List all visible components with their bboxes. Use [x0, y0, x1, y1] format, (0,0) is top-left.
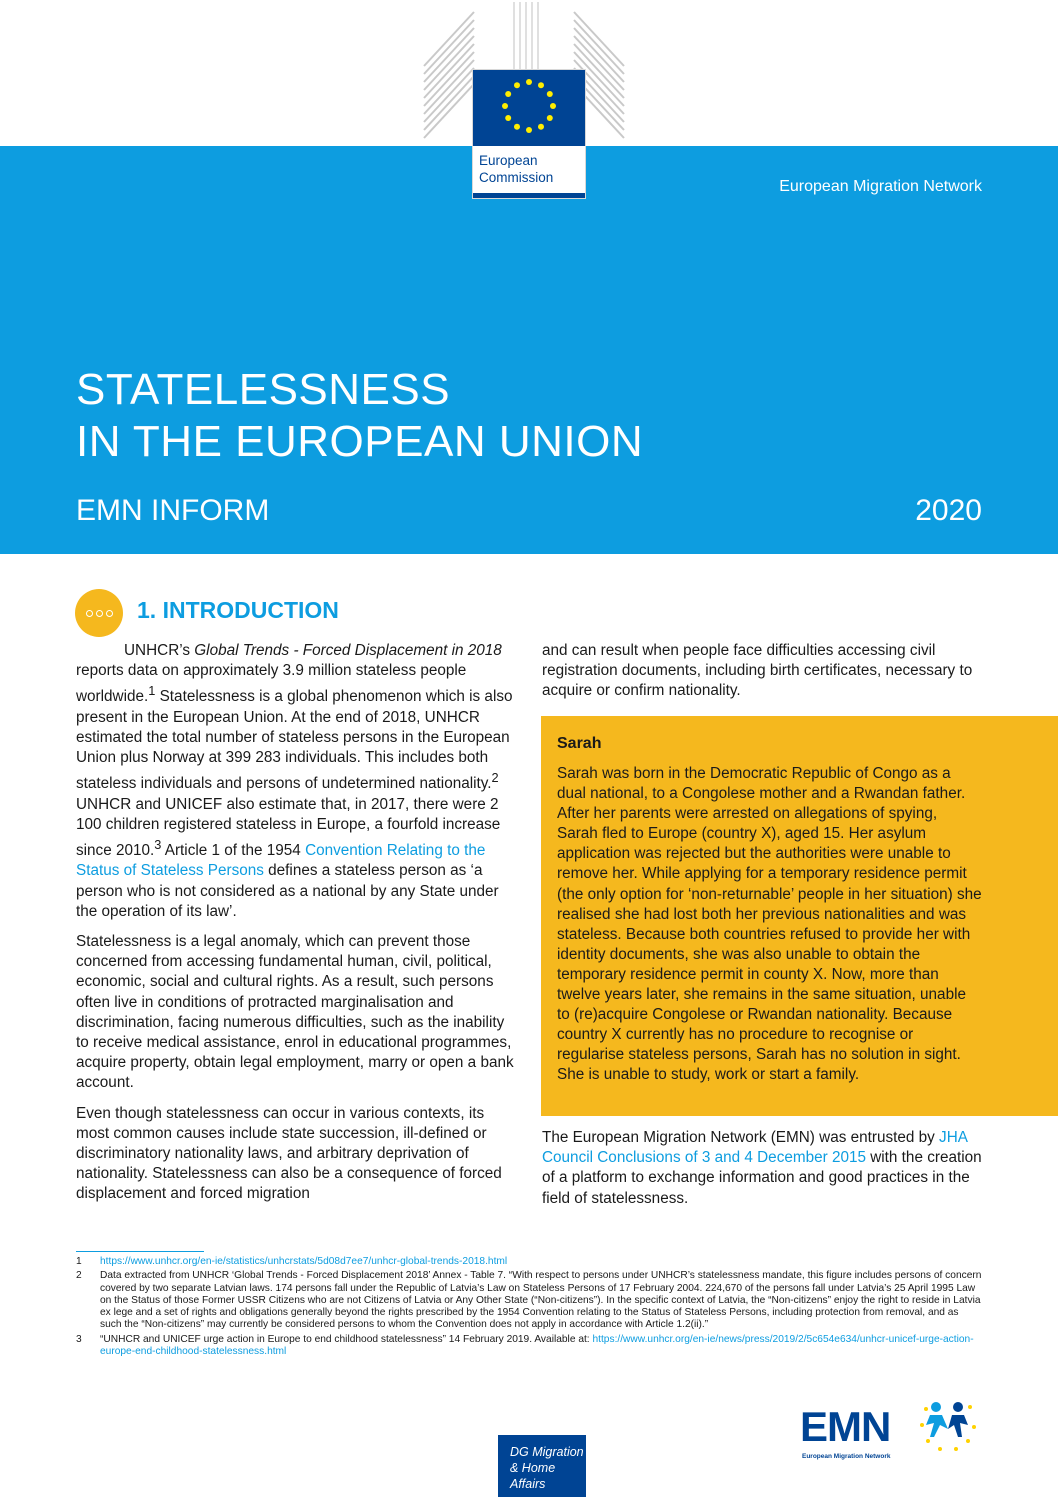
ellipsis-icon — [75, 589, 123, 637]
footnote-divider — [76, 1251, 204, 1252]
header-band — [0, 146, 1058, 554]
intro-paragraph-2: Statelessness is a legal anomaly, which can prevent those concerned from accessing fundamental human, civil, political, economic, social and cultural rights. As a result, such persons often live in conditions of protracted marginalisation and discrimination, facing numerous difficulties, such as the inability to receive medical assistance, enrol in educational programmes, acquire property, obtain legal employment, marry or open a bank account. — [76, 932, 514, 1092]
footnote-3-link[interactable]: https://www.unhcr.org/en-ie/news/press/2019/2/5c654e634/unhcr-unicef-urge-action-europe-end-childhood-statelessness.html — [100, 1333, 974, 1358]
footnote-ref[interactable]: 3 — [154, 837, 162, 853]
footnote-3: 3 “UNHCR and UNICEF urge action in Europe to end childhood statelessness” 14 February 2019. Available at: https://www.unhcr.org/en-ie/news/press/2019/2/5c654e634/unhcr-unicef-urge-action-europe-end-childhood-statelessness.html — [76, 1333, 974, 1358]
case-study-text: Sarah was born in the Democratic Republic of Congo as a dual national, to a Congolese mother and a Rwandan father. After her parents were arrested on allegations of spying, Sarah fled to Europe (country X), aged 15. Her asylum application was rejected but the authorities were unable to remove her. While applying for a temporary residence permit (the only option for ‘non-returnable’ people in her situation) she realised she had lost both her previous nationalities and was stateless. Because both countries refused to provide her with identity documents, she was also unable to obtain the temporary residence permit in county X. Now, more than twelve years later, she remains in the same situation, unable to (re)acquire Congolese or Rwandan nationality. Because country X currently has no procedure to recognise or regularise stateless persons, Sarah has no solution in sight. She is unable to study, work or start a family. — [557, 765, 982, 1084]
european-commission-logo — [473, 70, 585, 198]
footnote-1: 1 https://www.unhcr.org/en-ie/statistics/unhcrstats/5d08d7ee7/unhcr-global-trends-2018.html — [76, 1256, 508, 1267]
document-type: EMN INFORM — [76, 494, 270, 527]
footnote-2: 2 Data extracted from UNHCR ‘Global Trends - Forced Displacement 2018’ Annex - Table 7. “With respect to persons under UNHCR’s statelessness mandate, this figure includes persons of concern covered by two separate Latvian laws. 174 persons fall under the Republic of Latvia’s Law on Stateless Persons of 17 February 2004. 224,670 of the persons fall under Latvia’s 25 April 1995 Law on the Status of those Former USSR Citizens who are not Citizens of Latvia or Any Other State (“Non-citizens”). In the specific context of Latvia, the “Non-citizens” enjoy the right to reside in Latvia ex lege and a set of rights and obligations generally beyond the rights prescribed by the 1954 Convention relating to the Status of Stateless Persons, including protection from removal, and as such the “Non-citizens” may currently be considered persons to whom the Convention does not apply in accordance with Article 1.2(ii).” — [76, 1270, 982, 1331]
case-study-box — [541, 716, 1058, 1116]
footnote-1-link[interactable]: https://www.unhcr.org/en-ie/statistics/unhcrstats/5d08d7ee7/unhcr-global-trends-2018.html — [100, 1256, 508, 1267]
jha-council-link[interactable]: JHA Council Conclusions of 3 and 4 December 2015 — [542, 1129, 968, 1167]
ec-logo-bar — [473, 193, 585, 198]
footnotes — [76, 1256, 982, 1360]
network-label: European Migration Network — [779, 178, 982, 195]
page-title: STATELESSNESS IN THE EUROPEAN UNION — [76, 365, 644, 466]
footnote-ref[interactable]: 2 — [491, 770, 499, 786]
intro-paragraph-3: Even though statelessness can occur in various contexts, its most common causes include state succession, ill-defined or discriminatory nationality laws, and arbitrary deprivation of nationality. Statelessness can also be a consequence of forced displacement and forced migration — [76, 1104, 502, 1203]
intro-paragraph-3-continued: and can result when people face difficulties accessing civil registration documents, including birth certificates, necessary to acquire or confirm nationality. — [542, 642, 973, 700]
emn-figures-icon — [912, 1395, 982, 1455]
ec-wordmark: European Commission — [479, 153, 554, 185]
intro-right-column — [542, 641, 982, 712]
emn-paragraph: The European Migration Network (EMN) was entrusted by JHA Council Conclusions of 3 and 4 December 2015 with the creation of a platform to exchange information and good practices in the field of statelessness. — [542, 1129, 982, 1207]
emn-logo: EMN European Migration Network — [800, 1395, 980, 1465]
footnote-ref[interactable]: 1 — [148, 683, 156, 699]
eu-stars-icon — [473, 70, 585, 146]
intro-paragraph-1: UNHCR’s Global Trends - Forced Displacement in 2018 reports data on approximately 3.9 million stateless people worldwide.$^1$ Statelessness is a global phenomenon which is also present in the European Union. At the end of 2018, UNHCR estimated the total number of stateless persons in the European Union plus Norway at 399 283 individuals. This includes both stateless individuals and persons of undetermined nationality.$^2$ UNHCR and UNICEF also estimate that, in 2017, there were 2 100 children registered stateless in Europe, a fourfold increase since 2010.$^3$ Article 1 of the 1954 Convention Relating to the Status of Stateless Persons defines a stateless person as ‘a person who is not considered as a national by any State under the operation of its law’. — [76, 642, 513, 920]
publication-year: 2020 — [915, 494, 982, 527]
section-title: 1. INTRODUCTION — [137, 597, 339, 623]
intro-left-column — [76, 641, 518, 1215]
case-study-title: Sarah — [557, 735, 602, 752]
convention-link[interactable]: Convention Relating to the Status of Stateless Persons — [76, 842, 486, 880]
dg-home-affairs-badge: DG Migration & Home Affairs — [498, 1435, 586, 1497]
